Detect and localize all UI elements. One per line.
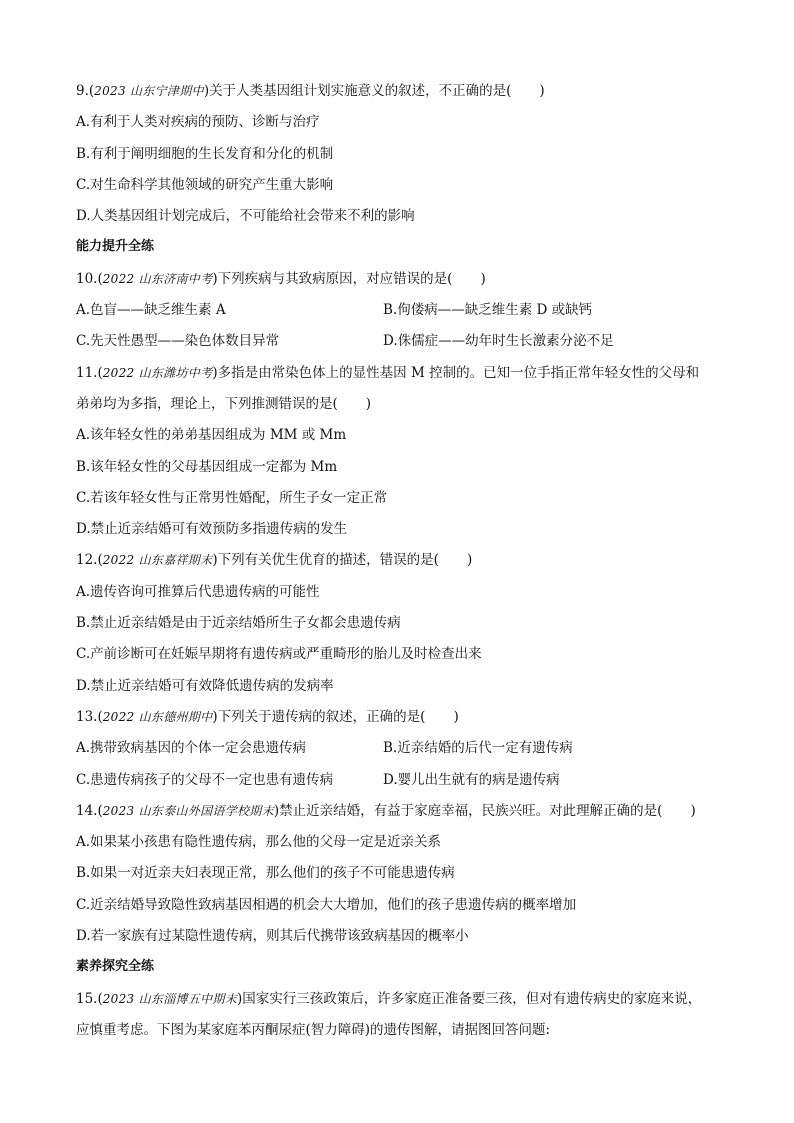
question-source: 2023 山东宁津期中 (94, 84, 204, 98)
question-13-options-row-2 (76, 769, 726, 800)
question-source: 2022 山东潍坊中考 (102, 365, 213, 380)
question-14-option-d: D.若一家族有过某隐性遗传病，则其后代携带该致病基因的概率小 (76, 928, 469, 945)
question-9-option-b: B.有利于阐明细胞的生长发育和分化的机制 (76, 145, 334, 162)
question-10-option-b: B.佝偻病——缺乏维生素 D 或缺钙 (383, 302, 593, 319)
question-11-option-b: B.该年轻女性的父母基因组成一定都为 Mm (76, 458, 338, 475)
question-15-stem-cont: 应慎重考虑。下图为某家庭苯丙酮尿症(智力障碍)的遗传图解，请据图回答问题: (76, 1021, 551, 1038)
question-9-option-a: A.有利于人类对疾病的预防、诊断与治疗 (76, 114, 320, 131)
question-13-option-a: A.携带致病基因的个体一定会患遗传病 (76, 740, 307, 757)
question-12-option-c: C.产前诊断可在妊娠早期将有遗传病或严重畸形的胎儿及时检查出来 (76, 646, 482, 663)
question-15-stem: 15.(2023 山东淄博五中期末)国家实行三孩政策后，许多家庭正准备要三孩，但对有遗传病史的家庭来说， (76, 990, 702, 1007)
question-13-stem: 13.(2022 山东德州期中)下列关于遗传病的叙述，正确的是( ) (76, 708, 459, 725)
question-11-option-c: C.若该年轻女性与正常男性婚配，所生子女一定正常 (76, 489, 388, 506)
question-14-stem: 14.(2023 山东泰山外国语学校期末)禁止近亲结婚，有益于家庭幸福，民族兴旺。对此理解正确的是( ) (76, 802, 696, 819)
question-14-option-a: A.如果某小孩患有隐性遗传病，那么他的父母一定是近亲关系 (76, 834, 442, 851)
question-14-option-b: B.如果一对近亲夫妇表现正常，那么他们的孩子不可能患遗传病 (76, 865, 455, 882)
question-10-options-row-1 (76, 299, 726, 330)
worksheet-page (76, 80, 726, 1050)
question-12-stem: 12.(2022 山东嘉祥期末)下列有关优生优育的描述，错误的是( ) (76, 552, 473, 569)
question-9-option-c: C.对生命科学其他领域的研究产生重大影响 (76, 176, 334, 193)
question-12-option-a: A.遗传咨询可推算后代患遗传病的可能性 (76, 583, 320, 600)
question-10-option-d: D.侏儒症——幼年时生长激素分泌不足 (383, 333, 614, 350)
section-heading-literacy: 素养探究全练 (76, 959, 155, 975)
question-10-stem: 10.(2022 山东济南中考)下列疾病与其致病原因，对应错误的是( ) (76, 270, 486, 287)
question-10-option-c: C.先天性愚型——染色体数目异常 (76, 333, 280, 350)
question-13-options-row-1 (76, 737, 726, 768)
question-source: 2023 山东淄博五中期末 (102, 991, 238, 1006)
question-14-option-c: C.近亲结婚导致隐性致病基因相遇的机会大大增加，他们的孩子患遗传病的概率增加 (76, 896, 577, 913)
question-9-option-d: D.人类基因组计划完成后，不可能给社会带来不利的影响 (76, 208, 415, 225)
question-source: 2023 山东泰山外国语学校期末 (102, 803, 274, 818)
question-12-option-b: B.禁止近亲结婚是由于近亲结婚所生子女都会患遗传病 (76, 615, 401, 632)
question-11-stem: 11.(2022 山东潍坊中考)多指是由常染色体上的显性基因 M 控制的。已知一位手指正常年轻女性的父母和 (76, 364, 700, 381)
question-11-option-a: A.该年轻女性的弟弟基因组成为 MM 或 Mm (76, 427, 347, 444)
question-9-stem: 9.(2023 山东宁津期中)关于人类基因组计划实施意义的叙述，不正确的是( ) (76, 83, 545, 99)
question-13-option-c: C.患遗传病孩子的父母不一定也患有遗传病 (76, 771, 334, 788)
question-13-option-b: B.近亲结婚的后代一定有遗传病 (383, 740, 573, 757)
question-12-option-d: D.禁止近亲结婚可有效降低遗传病的发病率 (76, 677, 334, 694)
question-source: 2022 山东德州期中 (102, 709, 213, 724)
question-source: 2022 山东济南中考 (102, 271, 213, 286)
question-10-options-row-2 (76, 330, 726, 361)
question-source: 2022 山东嘉祥期末 (102, 553, 213, 568)
question-11-option-d: D.禁止近亲结婚可有效预防多指遗传病的发生 (76, 521, 348, 538)
question-13-option-d: D.婴儿出生就有的病是遗传病 (383, 771, 560, 788)
question-10-option-a: A.色盲——缺乏维生素 A (76, 302, 226, 319)
question-11-stem-cont: 弟弟均为多指，理论上，下列推测错误的是( ) (76, 395, 372, 412)
section-heading-ability: 能力提升全练 (76, 239, 155, 255)
